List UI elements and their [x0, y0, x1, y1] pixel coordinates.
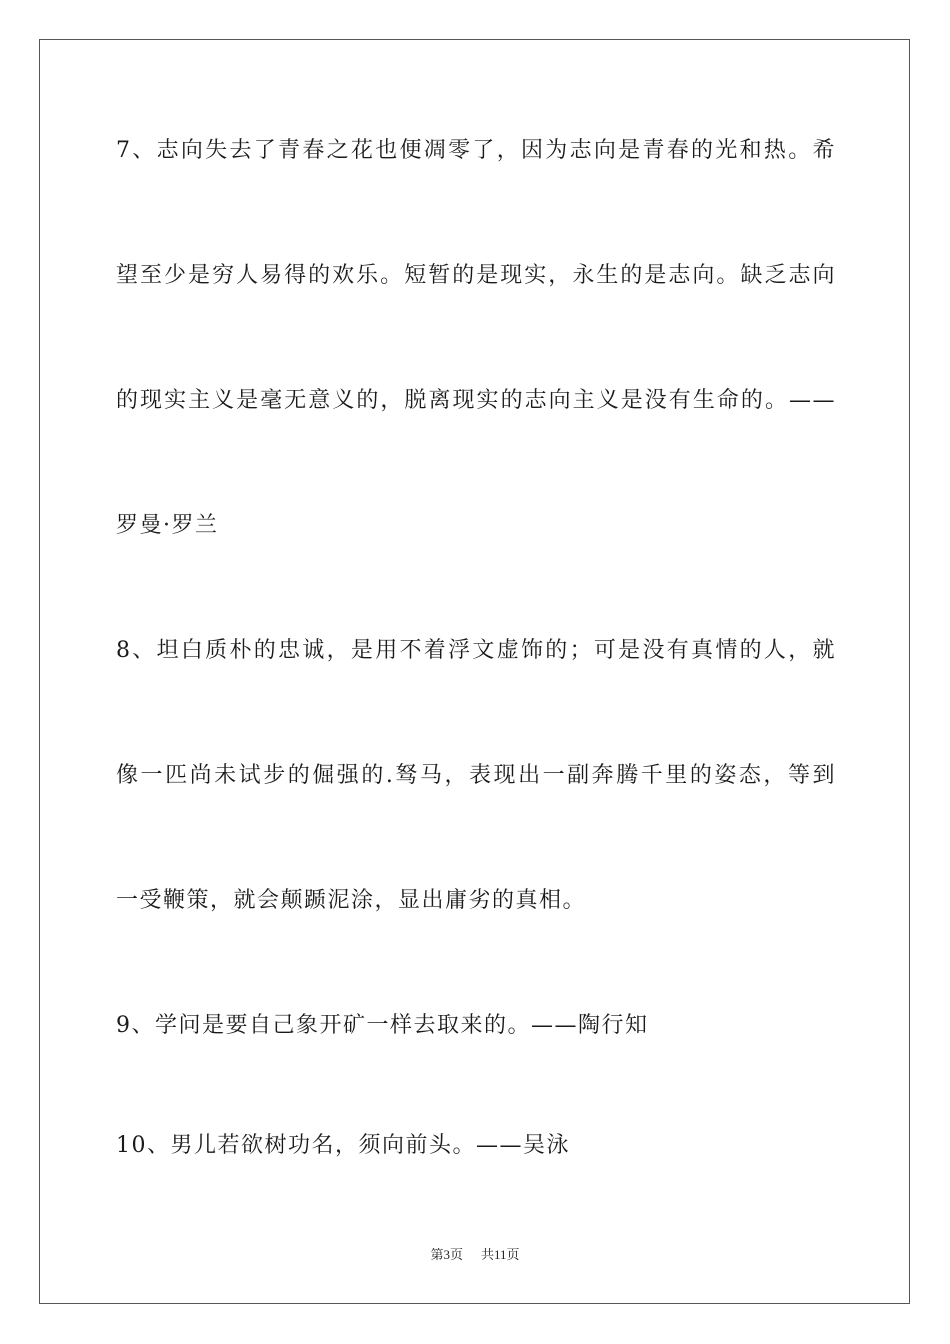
text-line: 的现实主义是毫无意义的，脱离现实的志向主义是没有生命的。—— — [116, 388, 836, 413]
text-line: 像一匹尚未试步的倔强的.驽马，表现出一副奔腾千里的姿态，等到 — [116, 763, 836, 788]
page-footer — [0, 1246, 950, 1264]
page-border — [39, 39, 910, 1304]
text-line: 10、男儿若欲树功名，须向前头。——吴泳 — [116, 1133, 570, 1158]
text-line: 9、学问是要自己象开矿一样去取来的。——陶行知 — [116, 1013, 649, 1038]
text-line: 望至少是穷人易得的欢乐。短暂的是现实，永生的是志向。缺乏志向 — [116, 263, 836, 288]
text-line: 一受鞭策，就会颠踬泥涂，显出庸劣的真相。 — [116, 888, 587, 913]
text-line: 8、坦白质朴的忠诚，是用不着浮文虚饰的；可是没有真情的人，就 — [116, 638, 836, 663]
page-number: 第3页 — [430, 1247, 463, 1262]
text-line: 7、志向失去了青春之花也便凋零了，因为志向是青春的光和热。希 — [116, 138, 836, 163]
text-line: 罗曼·罗兰 — [116, 513, 219, 538]
page-total: 共11页 — [480, 1247, 520, 1262]
